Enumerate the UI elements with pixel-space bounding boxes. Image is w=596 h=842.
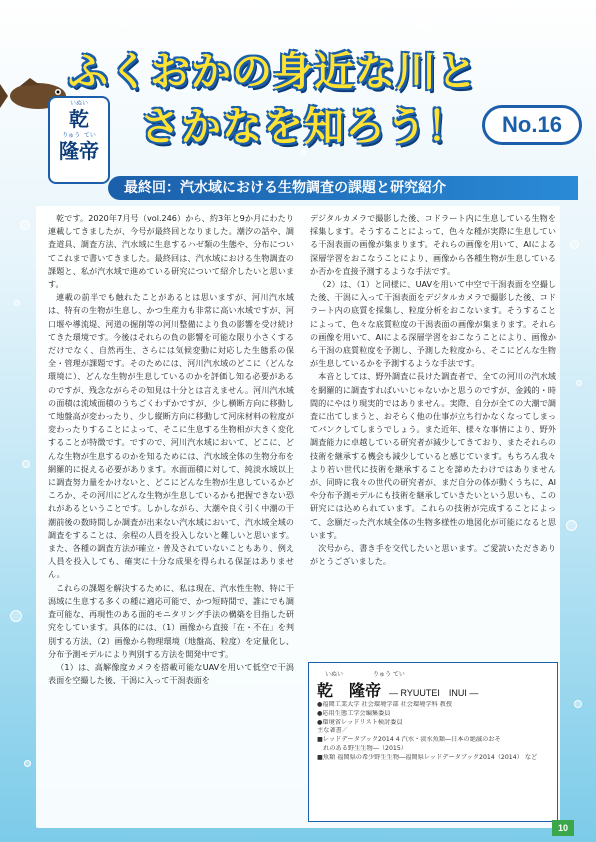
title-line-1: ふくおかの身近な川と: [68, 49, 478, 95]
paragraph: 連載の前半でも触れたことがあるとは思いますが、河川汽水域は、特有の生物が生息し、かつ生産力も非常に高い水域ですが、河口堰や導流堤、河道の掘削等の河川整備により負の影響を受け続けてきた環境です。今後はそれらの負の影響を可能な限り小さくするだけでなく、自然再生、さらには気候変動に対応した生態系の保全・管理が課題です。そのためには、河川汽水域のどこに（どんな環境に）、どんな生物が生息しているのかを評価し知る必要があるのですが、残念ながらその知見は十分とは言えません。河川汽水域の面積は流域面積のうちごくわずかですが、少し横断方向に移動して地盤高が変わったり、少し縦断方向に移動して河床材料の粒度が変わったりすることによって、そこに生息する生物相が大きく変化することが特徴です。ですので、河川汽水域において、どこに、どんな生物が生息するのかを知るためには、汽水域全体の生物分布を網羅的に捉える必要があります。水面面積に対して、純淡水域以上に調査努力量をかけないと、どこにどんな生物が生息しているかどころか、その河川にどんな生物が生息しているかも把握できない恐れがあるということです。しかしながら、大潮や良く引く中潮の干潮前後の数時間しか調査が出来ない汽水域において、汽水域全域の調査をすることは、余程の人員を投入しないと難しいと思います。また、各種の調査方法が確立・普及されていないこともあり、例え人員を投入しても、確実に十分な成果を得られる保証はありません。: [48, 292, 294, 580]
page-number: 10: [552, 820, 574, 836]
paragraph: 次号から、書き手を交代したいと思います。ご愛読いただきありがとうございました。: [310, 543, 556, 567]
author-ruby-family: いぬい: [69, 100, 88, 107]
series-number-badge: No.16: [482, 105, 582, 145]
profile-line: ●環境省レッドリスト検討委員: [317, 718, 403, 726]
profile-line: 主な著書／: [317, 727, 348, 735]
profile-ruby-given: りゅう てい: [373, 671, 405, 678]
author-ruby-given-2: てい: [83, 132, 96, 139]
profile-line: れのある野生生物―（2015）: [317, 744, 407, 752]
author-given-name: 隆帝: [59, 139, 99, 163]
profile-line: ●応用生態工学会編集委員: [317, 709, 391, 717]
profile-name-row: [317, 678, 549, 701]
article-column-right: [310, 212, 556, 568]
subtitle-bar: 最終回：汽水域における生物調査の課題と研究紹介: [108, 176, 578, 200]
paragraph: デジタルカメラで撮影した後、コドラート内に生息している生物を採集します。そうすることによって、色々な種が実際に生息している干潟表面の画像が集まります。それらの画像を用いて、AIによる深層学習をおこなうことにより、画像から各種生物が生息しているか否かを直接予測するような手法です。: [310, 213, 556, 276]
profile-line: ●福岡工業大学 社会環境学部 社会環境学科 教授: [317, 701, 453, 708]
paragraph: 乾です。2020年7月号（vol.246）から、約3年と9か月にわたり連載してきましたが、今号が最終回となりました。潮汐の話や、調査道具、調査方法、汽水域に生息するハゼ類の生態や、分布についてこれまで書いてきました。最終回は、汽水域における生物調査の課題と、私が汽水域で進めている研究について紹介したいと思います。: [48, 213, 294, 290]
paragraph: 本音としては、野外調査に長けた調査者で、全ての河川の汽水域を網羅的に調査すればいいじゃないかと思うのですが、金銭的・時間的にやはり現実的ではありません。実際、自分が全ての大潮で調査に出てしまうと、おそらく他の仕事が立ち行かなくなってしまってパンクしてしまうでしょう。また近年、様々な事情により、野外調査能力に卓越している研究者が減少してきており、またそれらの技術を継承する機会も減少していると感じています。もちろん我々より若い世代に技術を継承することを諦めたわけではありませんが、同時に我々の世代の研究者が、まだ自分の体が動くうちに、AIや分布予測モデルにも技術を継承していきたいという思いも、この研究には込められています。これらの技術が完成することによって、念願だった汽水域全体の生物多様性の地図化が可能になると思います。: [310, 371, 556, 540]
profile-line: ■レッドデータブック2014 4 汽水・淡水魚類―日本の絶滅のおそ: [317, 736, 501, 744]
profile-name: 乾 隆帝: [317, 681, 382, 700]
profile-ruby-family: いぬい: [325, 671, 344, 678]
author-name-box: [48, 96, 110, 184]
profile-line: ■魚類 福岡県の希少野生生物―福岡県レッドデータブック2014（2014） など: [317, 753, 538, 761]
article-column-left: [48, 212, 294, 687]
author-profile: [308, 662, 558, 822]
author-family-name: 乾: [69, 107, 89, 131]
title-line-2: さかなを知ろう！: [140, 104, 468, 150]
paragraph: （1）は、高解像度カメラを搭載可能なUAVを用いて低空で干潟表面を空撮した後、干潟に入って干潟表面を: [48, 661, 294, 686]
paragraph: （2）は、（1）と同様に、UAVを用いて中空で干潟表面を空撮した後、干潟に入って干潟表面をデジタルカメラで撮影した後、コドラート内の底質を採集し、粒度分析をおこないます。そうすることによって、色々な底質粒度の干潟表面の画像が集まります。それらの画像を用いて、AIによる深層学習をおこなうことにより、画像から干潟の底質粒度を予測し、予測した粒度から、そこにどんな生物が生息しているかを予測するような手法です。: [310, 279, 556, 369]
author-ruby-given-1: りゅう: [62, 132, 81, 139]
paragraph: これらの課題を解決するために、私は現在、汽水性生物、特に干潟域に生息する多くの種に適応可能で、かつ短時間で、誰にでも調査可能な、再現性のある面的モニタリング手法の構築を目指した研究をしています。具体的には、（1）画像から直接「在・不在」を判別する方法、（2）画像から物理環境（地盤高、粒度）を定量化し、分布予測モデルにより判別する方法を開発中です。: [48, 582, 294, 659]
profile-romanized-name: ― RYUUTEI INUI ―: [389, 688, 479, 698]
profile-ruby: [317, 669, 549, 678]
